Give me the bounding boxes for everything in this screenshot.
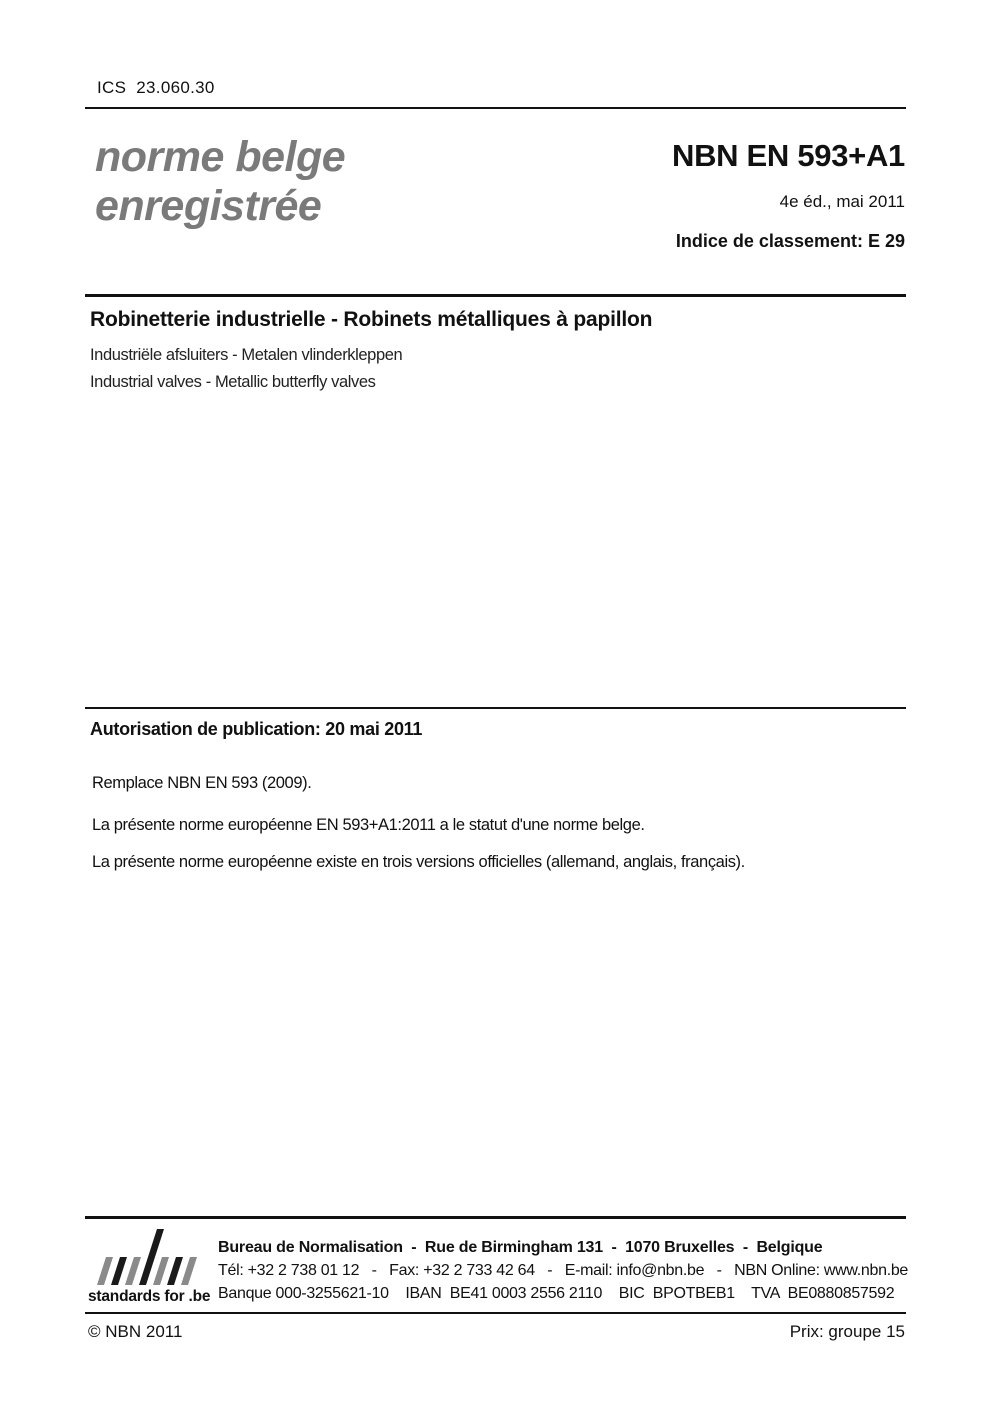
brand-line2: enregistrée xyxy=(95,182,322,230)
price-group: Prix: groupe 15 xyxy=(789,1322,905,1341)
divider-authorization xyxy=(85,707,906,709)
brand-line1: norme belge xyxy=(95,133,346,181)
title-dutch: Industriële afsluiters - Metalen vlinderkleppen xyxy=(90,346,403,364)
footer-address: Bureau de Normalisation - Rue de Birmingham 131 - 1070 Bruxelles - Belgique xyxy=(218,1239,823,1256)
paragraph-replaces: Remplace NBN EN 593 (2009). xyxy=(92,774,312,792)
brand-wordmark xyxy=(95,133,345,231)
divider-top xyxy=(85,107,906,109)
nbn-logo xyxy=(95,1227,207,1287)
footer-bank-details: Banque 000-3255621-10 IBAN BE41 0003 2556 2110 BIC BPOTBEB1 TVA BE0880857592 xyxy=(218,1285,895,1302)
classification-index: Indice de classement: E 29 xyxy=(675,231,905,251)
edition-date: 4e éd., mai 2011 xyxy=(779,192,905,211)
title-english: Industrial valves - Metallic butterfly valves xyxy=(90,373,376,391)
ics-code: ICS 23.060.30 xyxy=(97,78,215,97)
copyright-notice: © NBN 2011 xyxy=(88,1322,183,1341)
footer-contact: Tél: +32 2 738 01 12 - Fax: +32 2 733 42 64 - E-mail: info@nbn.be - NBN Online: www.nbn.be xyxy=(218,1262,909,1279)
title-french: Robinetterie industrielle - Robinets métalliques à papillon xyxy=(90,308,653,331)
divider-footer-bottom xyxy=(85,1312,906,1314)
document-number: NBN EN 593+A1 xyxy=(671,138,905,173)
nbn-logo-tagline: standards for .be xyxy=(88,1288,211,1305)
divider-footer-top xyxy=(85,1216,906,1219)
paragraph-versions: La présente norme européenne existe en trois versions officielles (allemand, anglais, français). xyxy=(92,853,745,871)
paragraph-status: La présente norme européenne EN 593+A1:2011 a le statut d'une norme belge. xyxy=(92,816,645,834)
authorization-line: Autorisation de publication: 20 mai 2011 xyxy=(90,719,423,739)
divider-title-top xyxy=(85,294,906,297)
